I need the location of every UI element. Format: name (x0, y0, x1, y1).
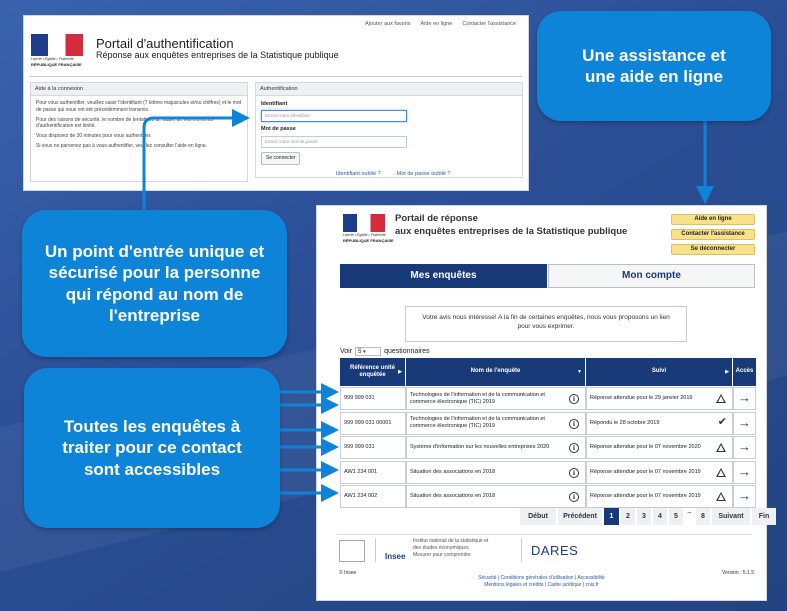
info-icon[interactable]: i (569, 419, 579, 429)
pagination-page-4[interactable]: 4 (653, 508, 667, 525)
info-icon[interactable]: i (569, 443, 579, 453)
reference-cell: AW1 234 001 (340, 461, 406, 484)
sort-down-icon: ▼ (577, 369, 582, 375)
column-header-survey-name[interactable]: Nom de l'enquête ▼ (406, 358, 586, 386)
status-cell: Répondu le 28 octobre 2019 ✔ (586, 412, 733, 435)
password-input[interactable]: Entrez votre mot de passe (261, 136, 407, 148)
info-icon[interactable]: i (569, 394, 579, 404)
feedback-notice: Votre avis nous intéresse! A la fin de certaines enquêtes, nous vous proposons un lien pour vous exprimer. (405, 306, 687, 342)
pagination-fin[interactable]: Fin (752, 508, 776, 525)
insee-logo: Insee (385, 552, 406, 561)
contact-support-link[interactable]: Contacter l'assistance (462, 21, 516, 27)
show-suffix: questionnaires (384, 348, 430, 355)
pagination-page-5[interactable]: 5 (669, 508, 683, 525)
login-title: Portail d'authentification (96, 36, 234, 51)
status-cell: Réponse attendue pour le 29 janvier 2019 (586, 387, 733, 410)
pagination-page-2[interactable]: 2 (621, 508, 635, 525)
insee-tagline: Mesurer pour comprendre (413, 552, 471, 558)
pagination-precedent[interactable]: Précédent (558, 508, 602, 525)
reference-cell: 999 999 031 (340, 387, 406, 410)
pagination-page-3[interactable]: 3 (637, 508, 651, 525)
check-icon: ✔ (717, 415, 727, 428)
sort-right-icon: ▶ (725, 369, 729, 375)
identifier-label: Identifiant (261, 101, 288, 107)
online-help-link[interactable]: Aide en ligne (420, 21, 453, 27)
forgot-password-link[interactable]: Mot de passe oublié ? (396, 171, 451, 177)
pagination-suivant[interactable]: Suivant (712, 508, 750, 525)
column-header-reference[interactable]: Référence unité enquêtée ▶ (340, 358, 406, 386)
help-text-1: Pour vous authentifier, veuillez saisir l'identifiant (7 lettres majuscules et/ou chiffres) et le mot de passe qui vous ont été précédemment transmis. (36, 100, 242, 113)
survey-name-cell: Situation des associations en 2018 i (406, 461, 586, 484)
portal-title-line1: Portail de réponse (395, 213, 478, 224)
dares-logo: DARES (531, 543, 579, 558)
survey-name-cell: Système d'information sur les nouvelles entreprises 2020 i (406, 436, 586, 459)
info-icon[interactable]: i (569, 468, 579, 478)
republic-label: RÉPUBLIQUE FRANÇAISE (31, 62, 82, 67)
chevron-down-icon: ▾ (363, 349, 366, 355)
show-prefix: Voir (340, 348, 353, 355)
arrow-right-icon: → (738, 390, 751, 406)
entry-arrow (144, 118, 241, 210)
status-cell: Réponse attendue pour le 07 novembre 2019 (586, 461, 733, 484)
pagination-page-1[interactable]: 1 (604, 508, 619, 525)
help-text-4: Si vous ne parvenez pas à vous authentifier, veuillez consulter l'aide en ligne. (36, 142, 208, 149)
arrow-right-icon: → (738, 439, 751, 455)
status-cell: Réponse attendue pour le 07 novembre 2019 (586, 485, 733, 508)
help-panel-heading: Aide à la connexion (31, 83, 247, 96)
arrow-right-icon: → (738, 414, 751, 430)
survey-name-cell: Technologies de l'information et de la communication et commerce électronique (TIC) 2019 i (406, 412, 586, 435)
column-header-access: Accès (733, 358, 756, 386)
callout-surveys: Toutes les enquêtes à traiter pour ce contact sont accessibles (24, 368, 280, 528)
insee-description: Institut national de la statistique et des études économiques (413, 538, 489, 551)
reference-cell: AW1 234 002 (340, 485, 406, 508)
auth-panel-heading: Authentification (256, 83, 522, 96)
info-icon[interactable]: i (569, 492, 579, 502)
page-size-select[interactable]: 5 ▾ (355, 347, 381, 356)
version: Version : 5.1.5 (722, 570, 754, 576)
pagination-page-8[interactable]: 8 (696, 508, 710, 525)
forgot-identifier-link[interactable]: Identifiant oublié ? (336, 171, 381, 177)
republic-label: RÉPUBLIQUE FRANÇAISE (343, 238, 394, 243)
survey-name-cell: Situation des associations en 2018 i (406, 485, 586, 508)
login-button[interactable]: Se connecter (261, 152, 300, 165)
help-text-3: Vous disposez de 30 minutes pour vous authentifier. (36, 133, 152, 139)
callout-assistance: Une assistance et une aide en ligne (537, 11, 771, 121)
reference-cell: 999 999 031 00001 (340, 412, 406, 435)
add-favorites-link[interactable]: Ajouter aux favoris (364, 21, 411, 27)
pagination-debut[interactable]: Début (520, 508, 556, 525)
footer-links-1[interactable]: Sécurité | Conditions générales d'utilisation | Accessibilité (478, 575, 605, 581)
logout-button[interactable]: Se déconnecter (671, 244, 755, 255)
tab-my-account[interactable]: Mon compte (548, 264, 755, 288)
callout-entry-point: Un point d'entrée unique et sécurisé pour la personne qui répond au nom de l'entreprise (22, 210, 287, 357)
contact-support-button[interactable]: Contacter l'assistance (671, 229, 755, 240)
password-label: Mot de passe (261, 126, 296, 133)
help-text-2: Pour des raisons de sécurité, le nombre de tentatives de saisie de vos éléments d'authentification est limité. (36, 116, 214, 130)
identifier-input[interactable]: Entrez votre identifiant (261, 110, 407, 122)
flag-motto: Liberté • Égalité • Fraternité (343, 233, 386, 237)
survey-name-cell: Technologies de l'information et de la communication et commerce électronique (TIC) 2019 i (406, 387, 586, 410)
pagination-ellipsis: ... (687, 509, 692, 515)
login-subtitle: Réponse aux enquêtes entreprises de la Statistique publique (96, 50, 339, 60)
reference-cell: 999 999 031 (340, 436, 406, 459)
arrow-right-icon: → (738, 463, 751, 479)
column-header-status[interactable]: Suivi ▶ (586, 358, 733, 386)
footer-links-2[interactable]: Mentions légales et crédits | Cadre juridique | cnis.fr (484, 582, 599, 588)
tab-my-surveys[interactable]: Mes enquêtes (340, 264, 547, 288)
flag-motto: Liberté • Égalité • Fraternité (31, 57, 74, 61)
online-help-button[interactable]: Aide en ligne (671, 214, 755, 225)
portal-title-line2: aux enquêtes entreprises de la Statistique publique (395, 226, 628, 237)
sort-right-icon: ▶ (398, 369, 402, 375)
status-cell: Réponse attendue pour le 07 novembre 2020 (586, 436, 733, 459)
copyright: © Insee (339, 570, 357, 576)
arrow-right-icon: → (738, 488, 751, 504)
